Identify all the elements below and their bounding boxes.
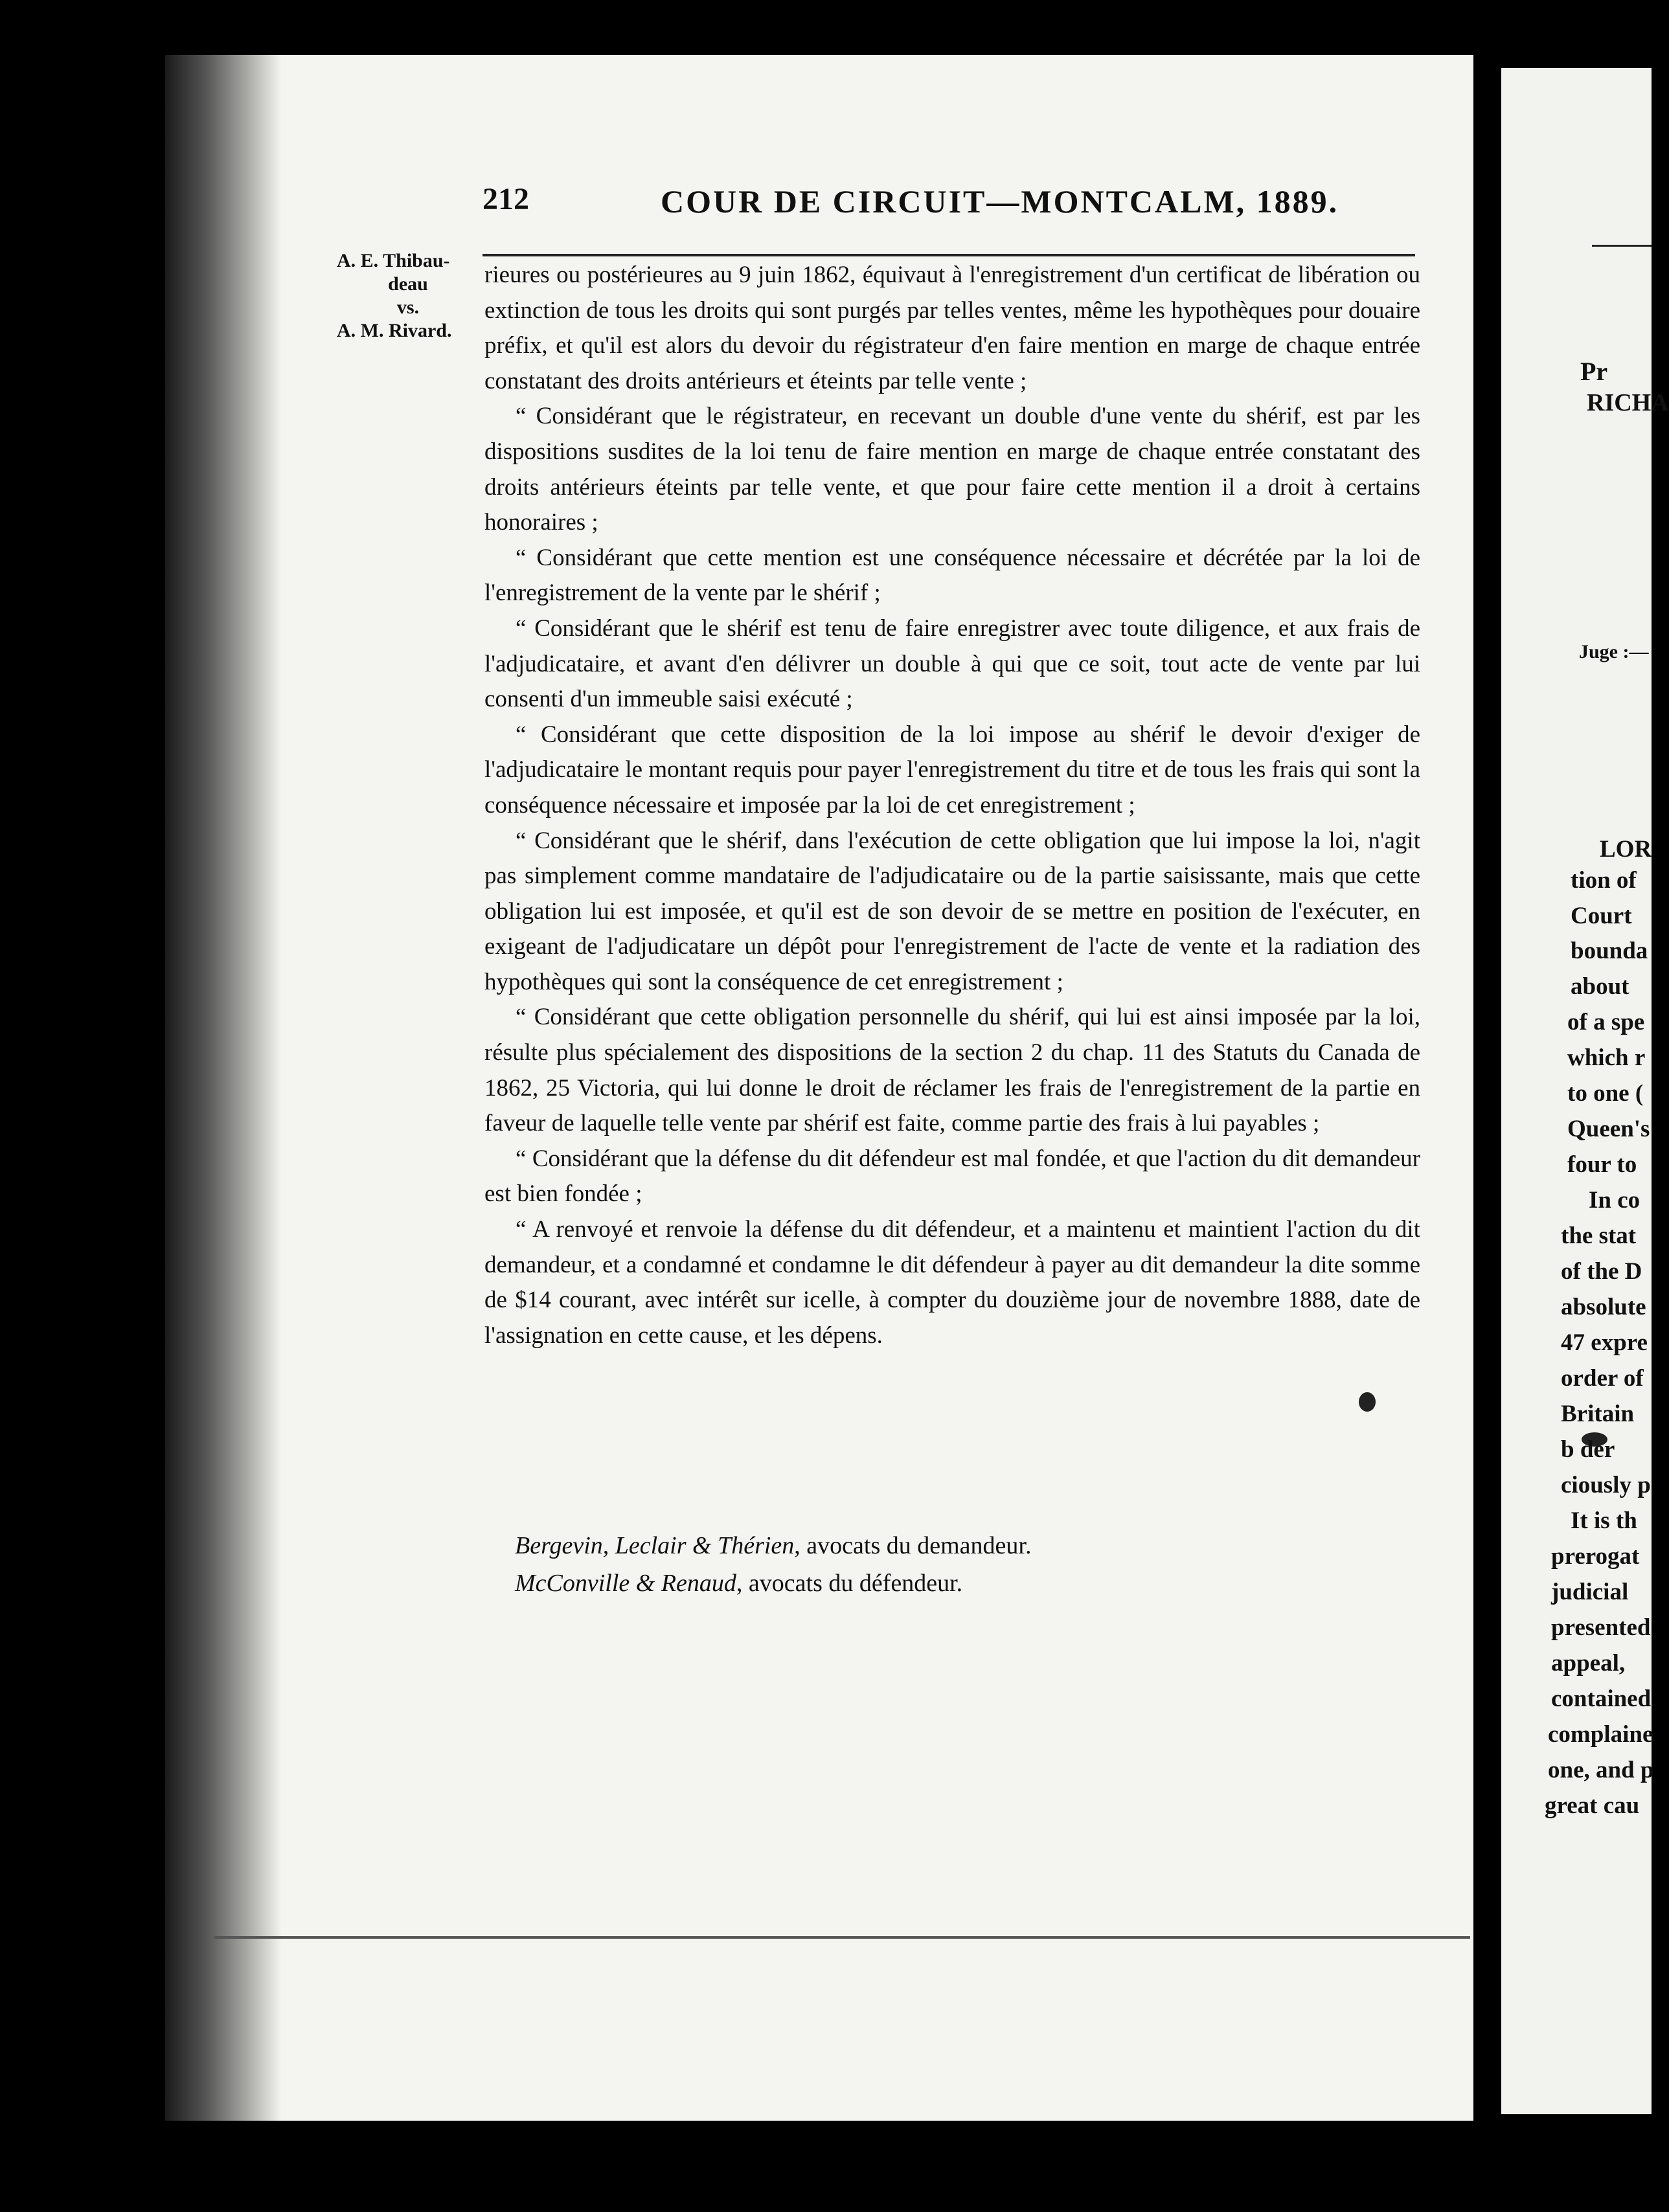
- side-note-line: deau: [388, 273, 428, 295]
- right-fragment: absolute: [1561, 1294, 1646, 1320]
- paragraph: “ A renvoyé et renvoie la défense du dit défendeur, et a maintenu et maintient l'action du dit demandeur, et a condamné et condamne le dit défendeur à payer au dit demandeur la dite somme de $14 courant, avec intérêt sur icelle, à compter du douzième jour de novembre 1888, date de l'assignation en cette cause, et les dépens.: [484, 1216, 1420, 1349]
- header-rule: [483, 254, 1415, 256]
- paragraph: “ Considérant que le shérif, dans l'exécution de cette obligation que lui impose la loi, n'agit pas simplement comme mandataire de l'adjudicataire ou de la partie saisissante, mais que cette obligation lui est imposée, et qu'il est de son devoir de se mettre en position de l'exécuter, en exigeant de l'adjudicatare un dépôt pour l'enregistrement de l'acte de vente et la radiation des hypothèques qui sont la conséquence de cet enregistrement ;: [484, 827, 1420, 995]
- paragraph: “ Considérant que le régistrateur, en recevant un double d'une vente du shérif, est par les dispositions susdites de la loi tenu de faire mention en marge de chaque entrée constatant des droits antérieurs éteints par telle vente, et que pour faire cette mention il a droit à certains honoraires ;: [484, 403, 1420, 536]
- right-fragment: of the D: [1561, 1258, 1642, 1285]
- right-fragment: appeal,: [1551, 1650, 1626, 1676]
- page-number: 212: [483, 182, 529, 216]
- paragraph: rieures ou postérieures au 9 juin 1862, équivaut à l'enregistrement d'un certificat de libération ou extinction de tous les droits qui sont purgés par telles ventes, même les hypothèques pour douaire préfix, et qu'il est alors du devoir du régistrateur d'en faire mention en marge de chaque entrée constatant des droits antérieurs et éteints par telle vente ;: [484, 262, 1420, 394]
- paragraph: “ Considérant que cette mention est une conséquence nécessaire et décrétée par la loi de l'enregistrement de la vente par le shérif ;: [484, 544, 1420, 607]
- right-fragment: Pr: [1580, 357, 1608, 386]
- right-fragment: about: [1571, 973, 1629, 1000]
- side-note-line: A. M. Rivard.: [337, 320, 452, 341]
- side-note-line: vs.: [396, 297, 420, 318]
- right-fragment: presented: [1551, 1614, 1651, 1641]
- ink-smudge: [1359, 1392, 1376, 1412]
- right-fragment: ciously p: [1561, 1472, 1651, 1498]
- right-fragment: b der: [1561, 1436, 1615, 1463]
- right-fragment: In co: [1589, 1187, 1641, 1213]
- paragraph: “ Considérant que cette disposition de la loi impose au shérif le devoir d'exiger de l'adjudicataire le montant requis pour payer l'enregistrement du titre et de tous les frais qui sont la conséquence nécessaire et imposée par la loi de cet enregistrement ;: [484, 721, 1420, 818]
- right-fragment: four to: [1567, 1151, 1637, 1178]
- side-note-line: A. E. Thibau-: [337, 250, 450, 271]
- paragraph: “ Considérant que la défense du dit défendeur est mal fondée, et que l'action du dit demandeur est bien fondée ;: [484, 1145, 1420, 1208]
- scan-edge-line: [214, 1936, 1470, 1939]
- plaintiff-counsel: [515, 1528, 1422, 1563]
- right-fragment: LOR: [1600, 836, 1652, 863]
- right-fragment: of a spe: [1567, 1009, 1645, 1035]
- counsel-role: , avocats du demandeur.: [794, 1532, 1032, 1559]
- right-fragment: judicial: [1551, 1579, 1629, 1605]
- right-fragment: bounda: [1571, 938, 1648, 964]
- right-fragment: one, and p: [1548, 1757, 1654, 1783]
- right-fragment: Queen's: [1567, 1116, 1650, 1142]
- right-fragment: the stat: [1561, 1223, 1637, 1249]
- right-fragment: RICHA: [1587, 389, 1669, 416]
- right-fragment: It is th: [1571, 1507, 1637, 1534]
- running-head: COUR DE CIRCUIT—MONTCALM, 1889.: [661, 183, 1339, 220]
- right-header-rule: [1592, 245, 1652, 247]
- right-fragment: 47 expre: [1561, 1329, 1648, 1356]
- judgment-body: [484, 258, 1420, 1353]
- right-fragment: to one (: [1567, 1080, 1644, 1107]
- paragraph: “ Considérant que cette obligation personnelle du shérif, qui lui est ainsi imposée par la loi, résulte plus spécialement des dispositions de la section 2 du chap. 11 des Statuts du Canada de 1862, 25 Victoria, qui lui donne le droit de réclamer les frais de l'enregistrement de la partie en faveur de laquelle telle vente par shérif est faite, comme partie des frais à lui payables ;: [484, 1004, 1420, 1137]
- right-fragment: complaine: [1548, 1721, 1653, 1748]
- paragraph: “ Considérant que le shérif est tenu de faire enregistrer avec toute diligence, et aux frais de l'adjudicataire, et avant d'en délivrer un double à qui que ce soit, tout acte de vente par lui consenti d'un immeuble saisi exécuté ;: [484, 615, 1420, 713]
- right-fragment: contained: [1551, 1686, 1652, 1712]
- counsel-role: , avocats du défendeur.: [736, 1570, 963, 1597]
- defendant-counsel: [515, 1566, 1422, 1601]
- gutter-shadow: [165, 55, 282, 2121]
- counsel-names: McConville & Renaud: [515, 1570, 736, 1597]
- right-fragment: order of: [1561, 1365, 1644, 1392]
- right-fragment: Court: [1571, 903, 1632, 929]
- right-fragment: tion of: [1571, 867, 1637, 894]
- right-fragment: great cau: [1545, 1792, 1640, 1819]
- right-fragment: prerogat: [1551, 1543, 1640, 1570]
- counsel-names: Bergevin, Leclair & Thérien: [515, 1532, 795, 1559]
- right-fragment: Britain: [1561, 1401, 1635, 1427]
- right-fragment: which r: [1567, 1044, 1646, 1071]
- case-side-note: [330, 249, 486, 343]
- right-fragment: Juge :—: [1579, 641, 1649, 662]
